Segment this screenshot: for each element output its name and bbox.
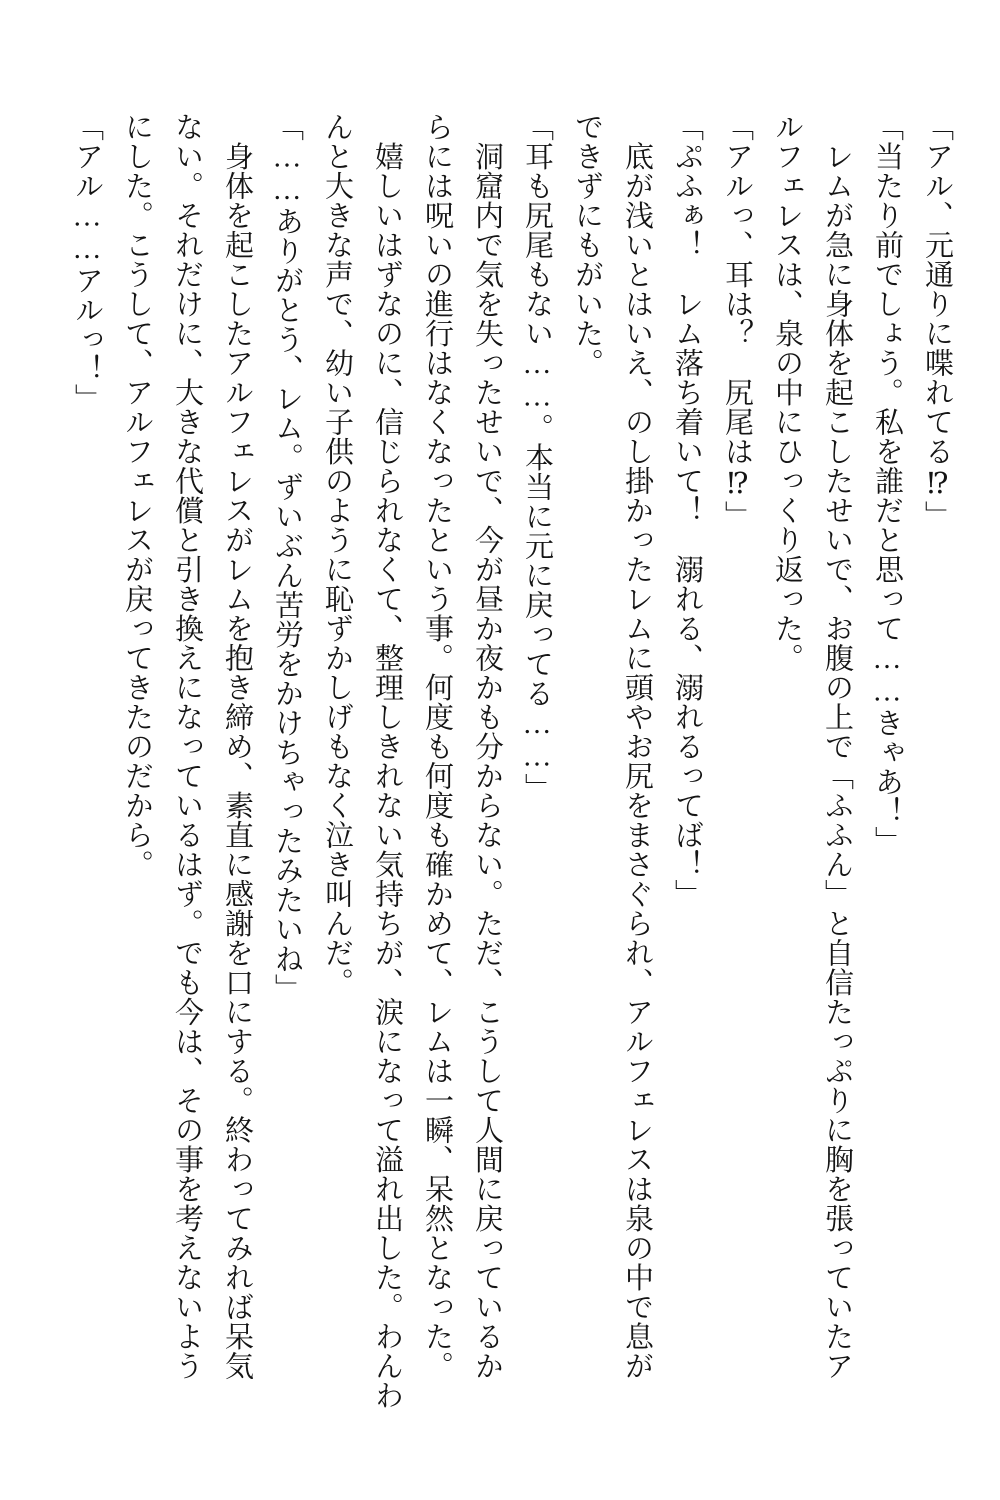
text-column: ない。それだけに、大きな代償と引き換えになっているはず。でも今は、その事を考えないよう xyxy=(171,112,203,1381)
text-column: 「ぷふぁ！ レム落ち着いて！ 溺れる、溺れるってば！」 xyxy=(671,112,703,909)
text-column: 嬉しいはずなのに、信じられなくて、整理しきれない気持ちが、涙になって溢れ出した。わんわ xyxy=(371,112,403,1410)
text-column: 「耳も尻尾もない……。本当に元に戻ってる……」 xyxy=(521,112,553,803)
text-column: 底が浅いとはいえ、のし掛かったレムに頭やお尻をまさぐられ、アルフェレスは泉の中で息が xyxy=(621,112,653,1381)
text-column: らには呪いの進行はなくなったという事。何度も何度も確かめて、レムは一瞬、呆然となった。 xyxy=(421,112,453,1381)
text-column: 身体を起こしたアルフェレスがレムを抱き締め、素直に感謝を口にする。終わってみれば呆気 xyxy=(221,112,253,1381)
text-column: 洞窟内で気を失ったせいで、今が昼か夜かも分からない。ただ、こうして人間に戻っているか xyxy=(471,112,503,1381)
text-column: 「アル、元通りに喋れてる⁉」 xyxy=(921,112,953,530)
text-column: 「アル……アルっ！」 xyxy=(71,112,103,413)
text-column: レムが急に身体を起こしたせいで、お腹の上で「ふふん」と自信たっぷりに胸を張っていたア xyxy=(821,112,853,1381)
text-column: にした。こうして、アルフェレスが戻ってきたのだから。 xyxy=(121,112,153,879)
vertical-text-block xyxy=(62,112,962,1412)
text-column: 「当たり前でしょう。私を誰だと思って……きゃあ！」 xyxy=(871,112,903,856)
text-column: ルフェレスは、泉の中にひっくり返った。 xyxy=(771,112,803,673)
text-column: 「……ありがとう、レム。ずいぶん苦労をかけちゃったみたいね」 xyxy=(271,112,303,1003)
text-column: 「アルっ、耳は？ 尻尾は⁉」 xyxy=(721,112,753,530)
text-column: んと大きな声で、幼い子供のように恥ずかしげもなく泣き叫んだ。 xyxy=(321,112,353,997)
text-column: できずにもがいた。 xyxy=(571,112,603,378)
